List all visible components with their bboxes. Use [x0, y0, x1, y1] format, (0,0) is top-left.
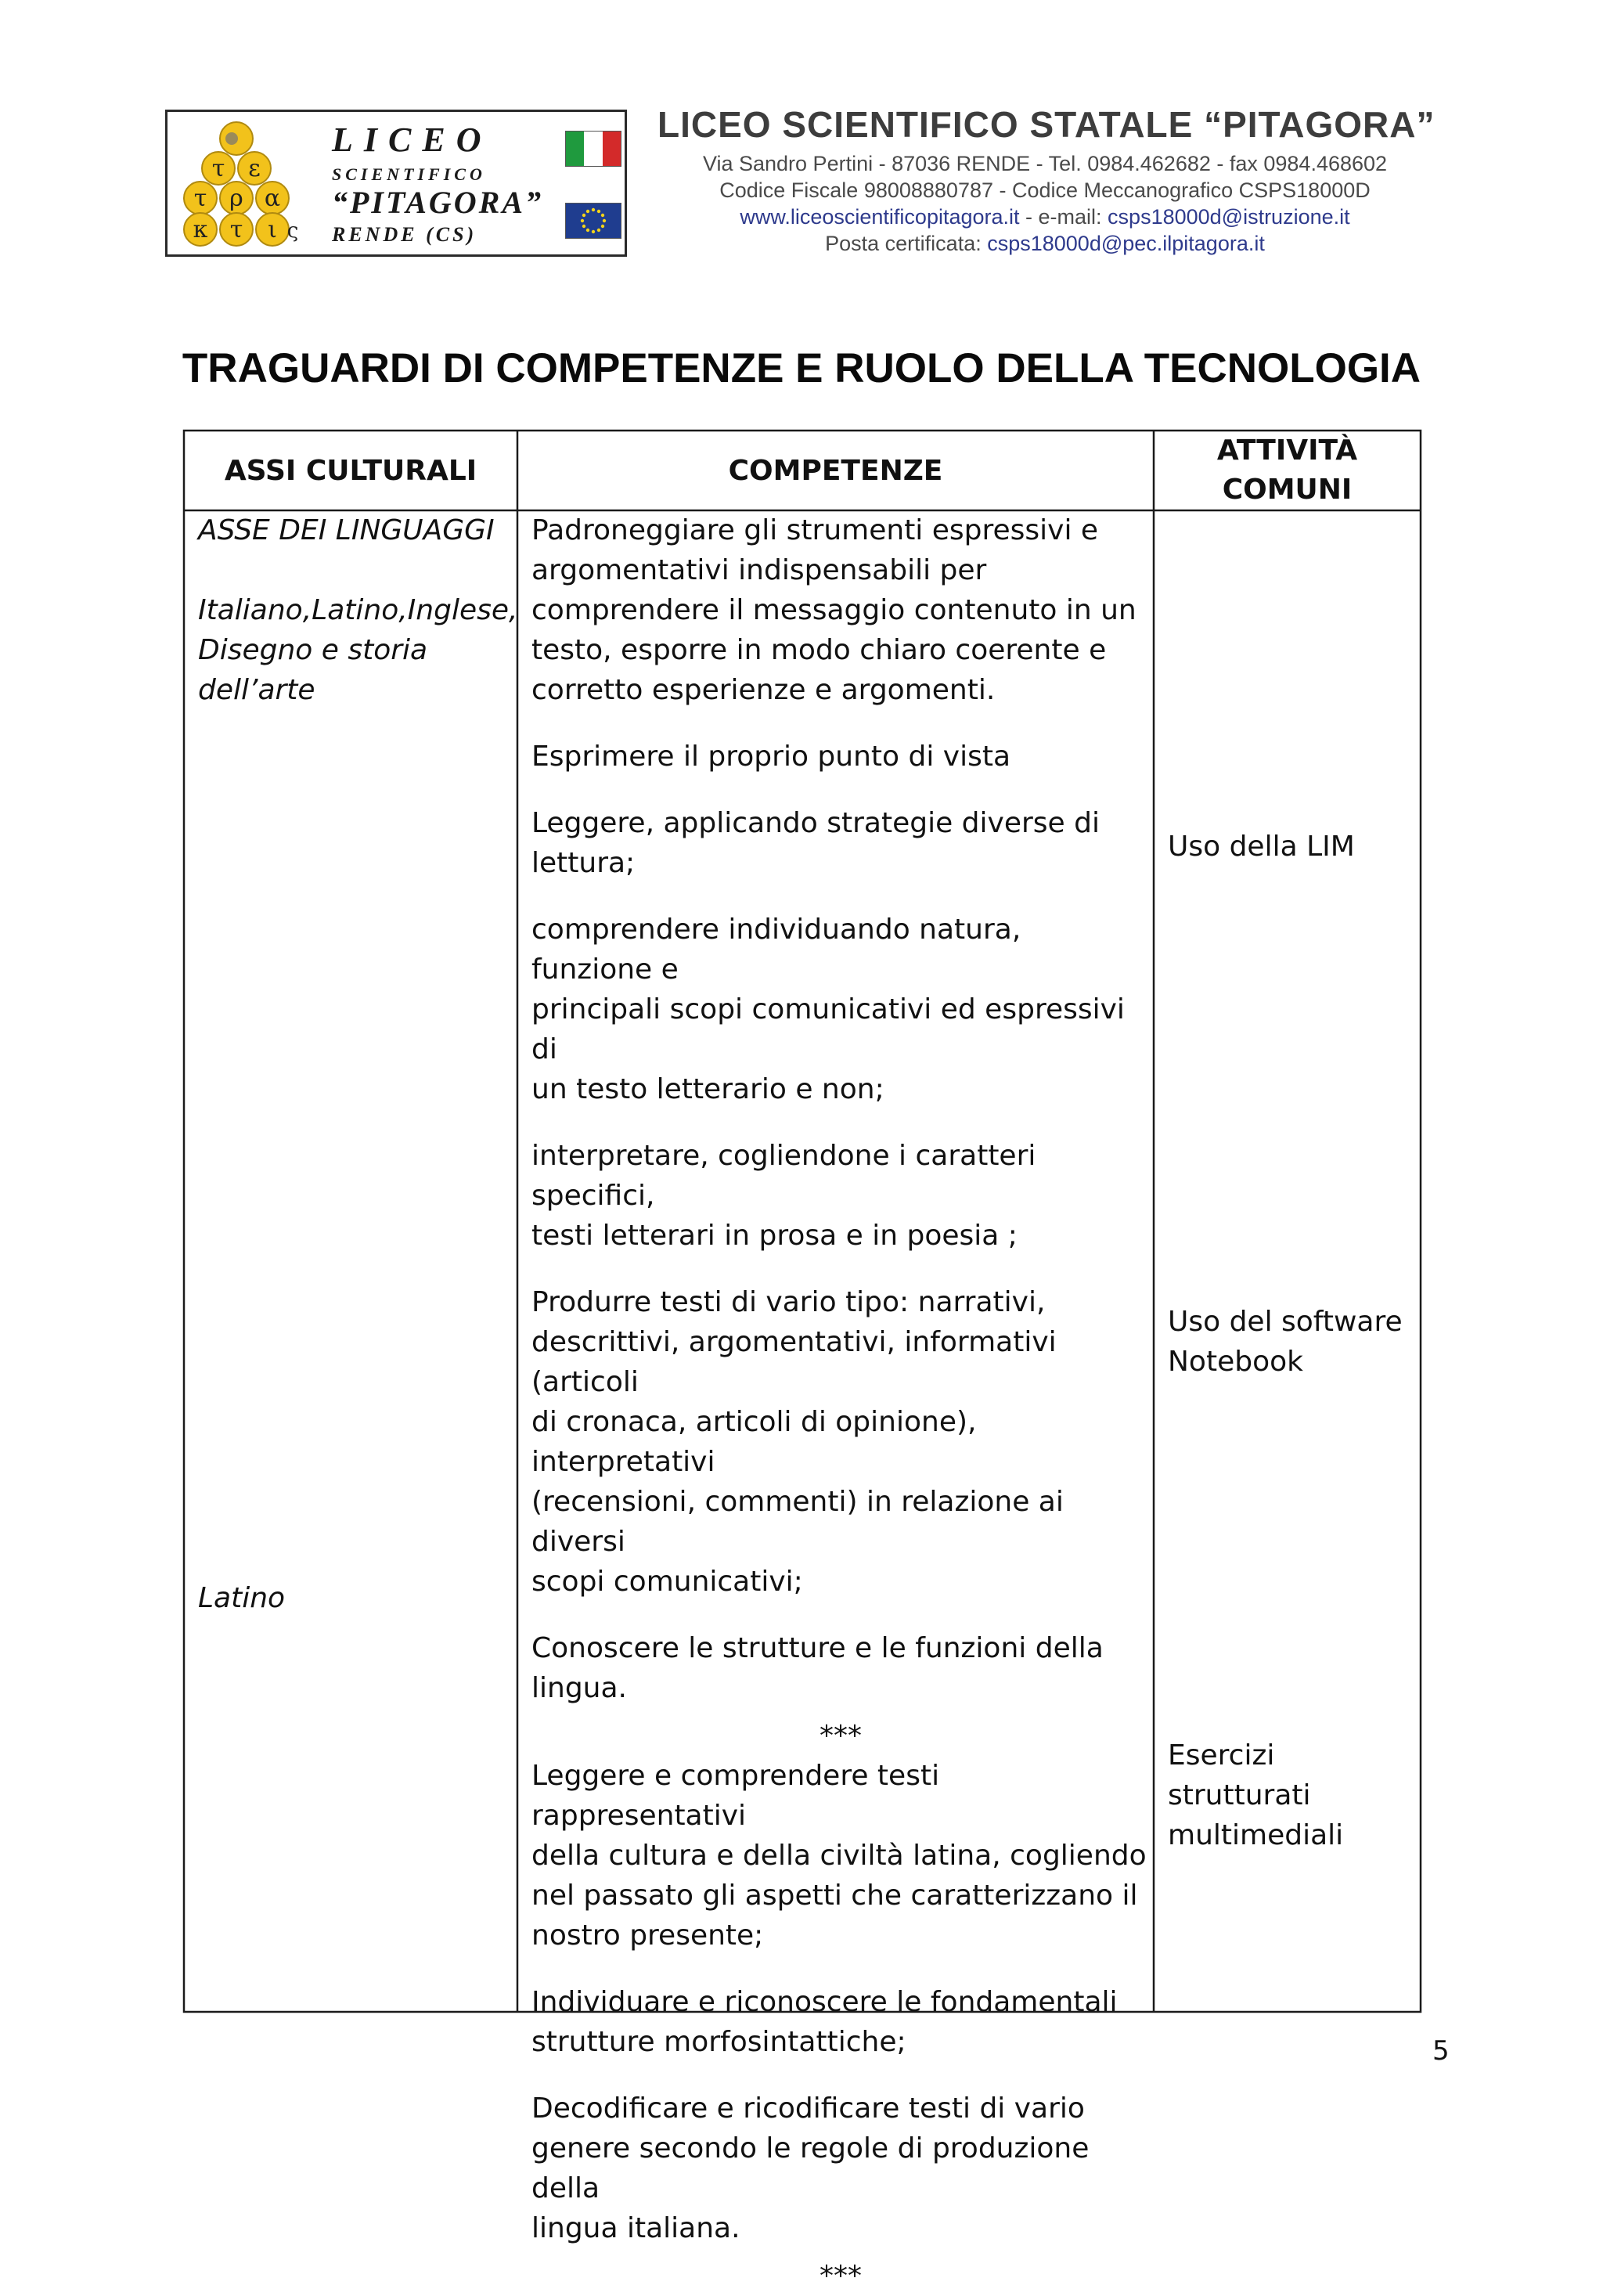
logo-text-liceo: LICEO: [332, 121, 492, 159]
coin-letter: τ: [211, 155, 225, 182]
competenza-line: un testo letterario e non;: [531, 1073, 884, 1105]
competenza-line: comprendere il messaggio contenuto in un: [531, 594, 1137, 626]
competenza-line: Esprimere il proprio punto di vista: [531, 741, 1011, 773]
section-separator: ***: [820, 1720, 862, 1752]
asse-materie: [198, 590, 517, 710]
attivita-line: Esercizi: [1168, 1739, 1275, 1772]
page-number: 5: [1432, 2035, 1450, 2067]
attivita-line: Notebook: [1168, 1346, 1303, 1378]
competenza-line: della cultura e della civiltà latina, cogliendo: [531, 1840, 1147, 1872]
attivita-lim: Uso della LIM: [1168, 831, 1355, 863]
competenza-line: argomentativi indispensabili per: [531, 554, 987, 586]
asse-linguaggi: ASSE DEI LINGUAGGI: [198, 514, 495, 546]
asse-materie-line: Italiano,Latino,Inglese,: [198, 594, 518, 626]
school-web-contacts: [657, 205, 1432, 229]
attivita-line: Uso del software: [1168, 1306, 1403, 1338]
attivita-line: strutturati: [1168, 1779, 1311, 1811]
competenza-item: [531, 910, 1150, 1109]
asse-materie-line: dell’arte: [198, 674, 315, 706]
logo-text-scientifico: SCIENTIFICO: [332, 164, 486, 184]
competenza-line: genere secondo le regole di produzione della: [531, 2132, 1090, 2204]
competenza-line: strutture morfosintattiche;: [531, 2026, 906, 2058]
competenza-line: interpretare, cogliendone i caratteri specifici,: [531, 1140, 1036, 1212]
coin-letter: ρ: [229, 185, 243, 212]
coin-letter: ι: [268, 216, 277, 243]
competenza-item: [531, 1628, 1150, 1708]
competenza-line: principali scopi comunicativi ed espressivi di: [531, 993, 1125, 1065]
header-assi-culturali: ASSI CULTURALI: [224, 455, 477, 487]
school-logo: [165, 110, 627, 257]
email-label: - e-mail:: [1019, 205, 1108, 229]
competenza-line: Leggere, applicando strategie diverse di: [531, 807, 1100, 839]
eu-flag-icon: [565, 203, 621, 239]
coin-letter: τ: [229, 216, 243, 243]
competenza-line: lettura;: [531, 847, 636, 879]
school-codes: Codice Fiscale 98008880787 - Codice Meccanografico CSPS18000D: [719, 178, 1371, 202]
competenza-item: [531, 803, 1150, 883]
coin-letter: α: [264, 185, 281, 212]
header-competenze: COMPETENZE: [728, 455, 943, 487]
competenza-item: [531, 510, 1150, 710]
competenza-line: nostro presente;: [531, 1919, 764, 1952]
header-attivita-comuni: [1154, 431, 1421, 510]
competenza-item: [531, 1282, 1150, 1602]
document-title: TRAGUARDI DI COMPETENZE E RUOLO DELLA TECNOLOGIA: [182, 345, 1421, 391]
competenza-line: Padroneggiare gli strumenti espressivi e: [531, 514, 1099, 546]
coin-letter: ε: [248, 155, 261, 182]
school-name: LICEO SCIENTIFICO STATALE “PITAGORA”: [657, 104, 1435, 145]
competenze-list: [531, 510, 1150, 2296]
competenza-line: Leggere e comprendere testi rappresentativi: [531, 1760, 940, 1832]
competenza-item: [531, 1982, 1150, 2062]
website-link[interactable]: www.liceoscientificopitagora.it: [740, 205, 1020, 229]
competenza-line: Conoscere le strutture e le funzioni della: [531, 1632, 1104, 1664]
pec-label: Posta certificata:: [825, 232, 988, 255]
competenza-item: [531, 2089, 1150, 2248]
italian-flag-icon: [565, 131, 621, 167]
competenza-line: Individuare e riconoscere le fondamentali: [531, 1986, 1118, 2018]
coins-emblem: [168, 112, 324, 259]
asse-materie-line: Disegno e storia: [198, 634, 428, 666]
competenza-line: lingua.: [531, 1672, 627, 1704]
attivita-line: multimediali: [1168, 1819, 1344, 1851]
competenza-line: corretto esperienze e argomenti.: [531, 674, 996, 706]
asse-latino: Latino: [198, 1582, 286, 1614]
email-link[interactable]: csps18000d@istruzione.it: [1108, 205, 1350, 229]
competenza-line: testi letterari in prosa e in poesia ;: [531, 1220, 1018, 1252]
attivita-software: [1168, 1302, 1403, 1382]
attivita-esercizi: [1168, 1736, 1343, 1855]
coin-letter: ς: [286, 219, 299, 243]
school-pec: [657, 232, 1432, 256]
competenza-line: scopi comunicativi;: [531, 1566, 803, 1598]
section-separator: ***: [820, 2260, 862, 2292]
header-attivita-line: ATTIVITÀ: [1216, 434, 1358, 467]
logo-text-pitagora: “PITAGORA”: [332, 185, 544, 220]
competenza-line: comprendere individuando natura, funzione e: [531, 914, 1021, 986]
competenza-line: descrittivi, argomentativi, informativi (articoli: [531, 1326, 1057, 1398]
competenza-item: [531, 1756, 1150, 1955]
competenza-item: [531, 737, 1150, 777]
pec-link[interactable]: csps18000d@pec.ilpitagora.it: [987, 232, 1265, 255]
competenza-line: Produrre testi di vario tipo: narrativi,: [531, 1286, 1046, 1318]
competenza-line: lingua italiana.: [531, 2212, 740, 2244]
school-address: Via Sandro Pertini - 87036 RENDE - Tel. 0984.462682 - fax 0984.468602: [702, 152, 1388, 175]
coin-letter: κ: [193, 216, 208, 243]
competenza-line: testo, esporre in modo chiaro coerente e: [531, 634, 1107, 666]
competenza-line: (recensioni, commenti) in relazione ai diversi: [531, 1486, 1064, 1558]
competenza-item: [531, 1136, 1150, 1256]
logo-text-rende: RENDE (CS): [332, 223, 477, 246]
competenza-line: di cronaca, articoli di opinione), interpretativi: [531, 1406, 977, 1478]
competenza-line: Decodificare e ricodificare testi di vario: [531, 2092, 1085, 2125]
competenza-line: nel passato gli aspetti che caratterizzano il: [531, 1880, 1138, 1912]
header-comuni-line: COMUNI: [1222, 474, 1353, 506]
italian-emblem-icon: [225, 132, 238, 145]
coin-letter: τ: [193, 185, 207, 212]
